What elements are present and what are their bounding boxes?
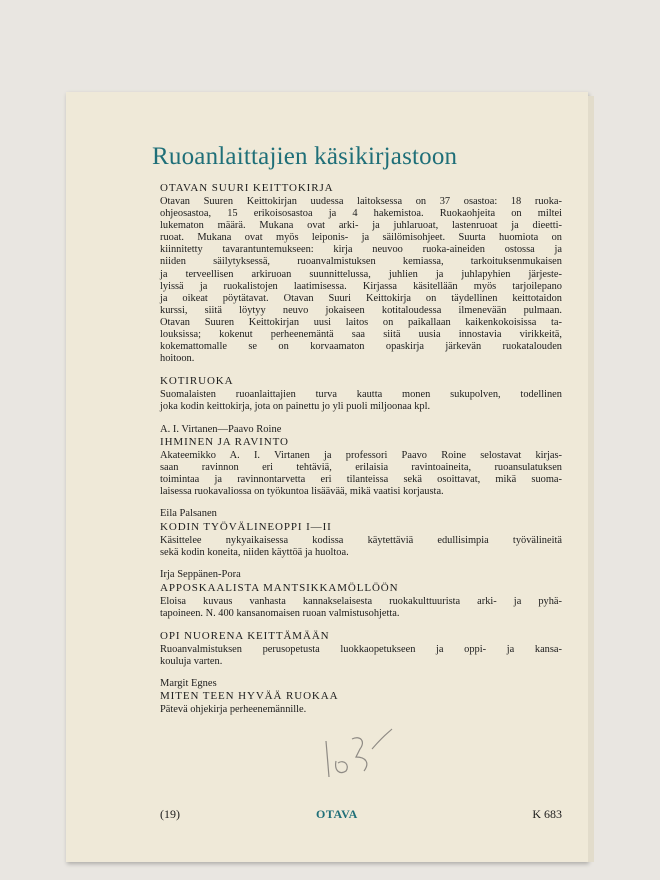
description-line: laisessa ruokavaliossa on työkuntoa lisäävää, mikä vaatisi korjausta. (160, 486, 444, 498)
book-title: OTAVAN SUURI KEITTOKIRJA (160, 182, 334, 194)
description-line: ruoat. Mukana ovat myös leiponis- ja säilömisohjeet. Suurta huomiota on (160, 232, 562, 244)
description-line: ja terveellisen arkiruoan suunnittelussa, juhlien ja juhlapyhien järjeste- (160, 268, 562, 280)
book-entry (160, 424, 562, 499)
description-line: Otavan Suuren Keittokirjan uusi laitos on paikallaan kaikenkokoisissa ta- (160, 316, 562, 328)
book-description (160, 450, 562, 498)
description-line: toimintaa ja ravinnontarvetta eri tilanteissa sekä osoittavat, mikä suoma- (160, 474, 562, 486)
book-author: Irja Seppänen-Pora (160, 569, 241, 581)
description-line: ja oikeat pöytätavat. Otavan Suuri Keittokirja on täydellinen keittotaidon (160, 292, 562, 304)
catalog-code: K 683 (532, 807, 562, 821)
description-line: Ruoanvalmistuksen perusopetusta luokkaopetukseen ja oppi- ja kansa- (160, 643, 562, 655)
book-author: Eila Palsanen (160, 508, 217, 520)
description-line: Otavan Suuren Keittokirjan uudessa laitoksessa on 37 osastoa: 18 ruoka- (160, 196, 562, 207)
description-line: joka kodin keittokirja, jota on painettu jo yli puoli miljoonaa kpl. (160, 401, 431, 413)
description-line: lyissä ja ruokalistojen laatimisessa. Kirjassa käsitellään myös tarjoilepano (160, 280, 562, 292)
book-description (160, 389, 562, 413)
book-entry (160, 678, 562, 717)
book-title: KODIN TYÖVÄLINEOPPI I—II (160, 520, 332, 533)
page-edge (588, 96, 594, 862)
book-description (160, 704, 562, 716)
book-author: Margit Egnes (160, 677, 217, 689)
page-title: Ruoanlaittajien käsikirjastoon (152, 143, 458, 170)
description-line: tapoineen. N. 400 kansanomaisen ruoan valmistusohjetta. (160, 607, 400, 619)
book-entry (160, 508, 562, 559)
book-entry (160, 630, 562, 668)
book-description (160, 196, 562, 365)
book-title: KOTIRUOKA (160, 375, 234, 388)
description-line: ohjeosastoa, 15 erikoisosastoa ja 4 hakemistoa. Ruokaohjeita on miltei (160, 208, 562, 220)
book-title: OPI NUORENA KEITTÄMÄÄN (160, 629, 330, 642)
description-line: niiden säilytyksessä, ruoanvalmistuksen kemiassa, tarkoituksenmukaisen (160, 256, 562, 268)
book-description (160, 644, 562, 668)
book-entry (160, 375, 562, 413)
description-line: kiinnitetty tavarantuntemukseen: kirja neuvoo ruoka-aineiden ostossa ja (160, 244, 562, 256)
description-line: hoitoon. (160, 353, 195, 365)
book-title: MITEN TEEN HYVÄÄ RUOKAA (160, 690, 339, 703)
description-line: kouluja varten. (160, 655, 223, 667)
page-number: (19) (160, 807, 180, 821)
description-line: Eloisa kuvaus vanhasta kannakselaisesta ruokakulttuurista arki- ja pyhä- (160, 595, 562, 607)
book-list (160, 182, 562, 727)
description-line: Suomalaisten ruoanlaittajien turva kautta monen sukupolven, todellinen (160, 389, 562, 401)
description-line: louksissa; kokenut perheenemäntä saa siitä uusia innostavia virikkeitä, (160, 329, 562, 341)
book-back-cover (66, 92, 588, 862)
book-entry (160, 182, 562, 365)
book-author: A. I. Virtanen—Paavo Roine (160, 423, 282, 435)
handwritten-price-mark (316, 727, 396, 787)
description-line: Pätevä ohjekirja perheenemännille. (160, 704, 307, 716)
book-title: APPOSKAALISTA MANTSIKKAMÖLLÖÖN (160, 581, 399, 594)
description-line: saan ravinnon eri tehtäviä, erilaisia ravintoaineita, ruoansulatuksen (160, 462, 562, 474)
description-line: lukematon määrä. Mukana ovat arki- ja juhlaruoat, lastenruoat ja dieetti- (160, 220, 562, 232)
book-title: IHMINEN JA RAVINTO (160, 436, 289, 448)
book-entry (160, 569, 562, 620)
description-line: Käsittelee nykyaikaisessa kodissa käytettäviä edullisimpia työvälineitä (160, 534, 562, 546)
description-line: Akateemikko A. I. Virtanen ja professori Paavo Roine selostavat kirjas- (160, 450, 562, 461)
book-description (160, 596, 562, 620)
publisher-name: OTAVA (316, 807, 358, 821)
description-line: sekä kodin koneita, niiden käyttöä ja huoltoa. (160, 546, 349, 558)
description-line: kurssi, siitä löytyy neuvo jokaiseen kotitaloudessa ilmenevään pulmaan. (160, 304, 562, 316)
description-line: kokemattomalle se on korvaamaton opaskirja järkevän ruokatalouden (160, 341, 562, 353)
book-description (160, 535, 562, 559)
